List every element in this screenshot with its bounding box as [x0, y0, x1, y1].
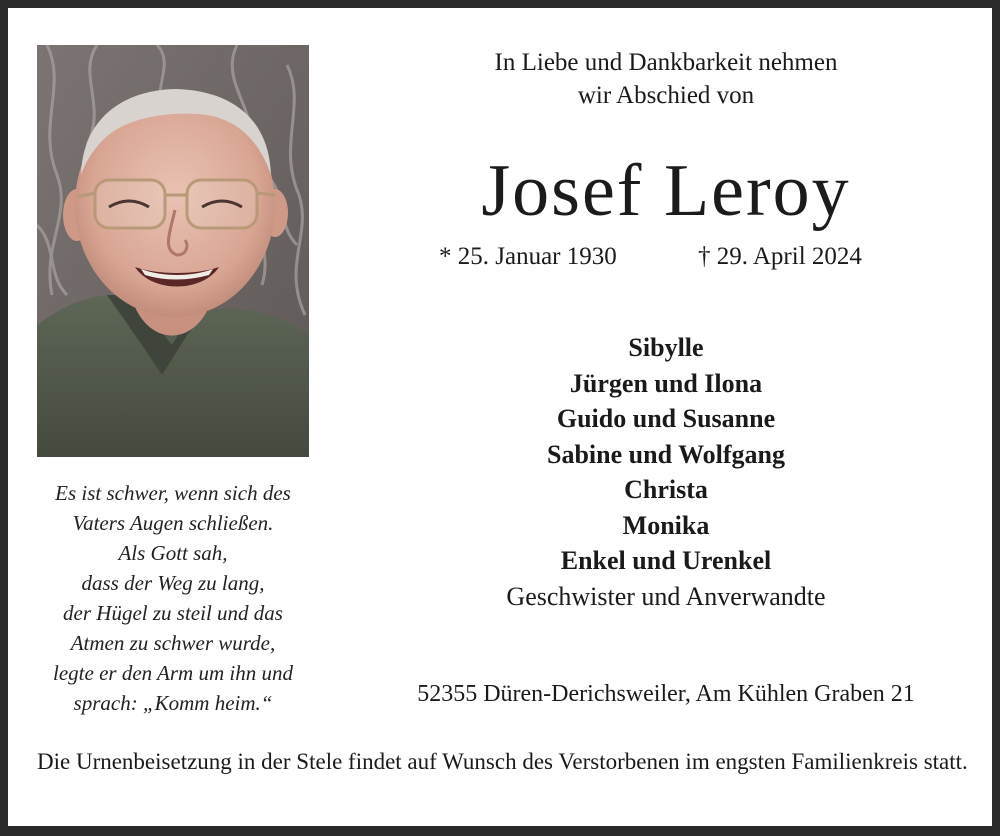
intro-text [328, 46, 1000, 112]
quote-line: dass der Weg zu lang, [81, 571, 265, 595]
quote-line: legte er den Arm um ihn und [53, 661, 293, 685]
memorial-quote [37, 478, 309, 718]
portrait-photo [37, 45, 309, 457]
intro-line-1: In Liebe und Dankbarkeit nehmen [494, 49, 838, 76]
family-address: 52355 Düren-Derichsweiler, Am Kühlen Graben 21 [417, 681, 915, 707]
quote-line: sprach: „Komm heim.“ [73, 691, 273, 715]
mourner-name: Christa [624, 475, 708, 504]
mourner-name: Enkel und Urenkel [560, 546, 772, 575]
mourner-name: Jürgen und Ilona [569, 368, 763, 398]
mourner-name: Guido und Susanne [556, 404, 776, 433]
burial-note: Die Urnenbeisetzung in der Stele findet auf Wunsch des Verstorbenen im engsten Familienkreis statt. [37, 749, 968, 774]
mourners-list [328, 330, 1000, 614]
quote-line: Es ist schwer, wenn sich des [55, 481, 291, 505]
portrait-illustration [37, 45, 309, 457]
quote-line: der Hügel zu steil und das [63, 601, 283, 625]
intro-line-2: wir Abschied von [577, 82, 755, 109]
quote-line: Atmen zu schwer wurde, [70, 631, 276, 655]
mourner-name: Monika [622, 510, 710, 540]
mourner-name: Sabine und Wolfgang [547, 439, 785, 469]
quote-line: Als Gott sah, [118, 541, 228, 565]
birth-date: * 25. Januar 1930 [439, 243, 617, 270]
death-date: † 29. April 2024 [698, 243, 862, 270]
deceased-name: Josef Leroy [481, 150, 851, 232]
relatives-line: Geschwister und Anverwandte [506, 581, 826, 611]
mourner-name: Sibylle [628, 333, 704, 362]
quote-line: Vaters Augen schließen. [72, 511, 274, 535]
obituary-card [8, 8, 992, 826]
